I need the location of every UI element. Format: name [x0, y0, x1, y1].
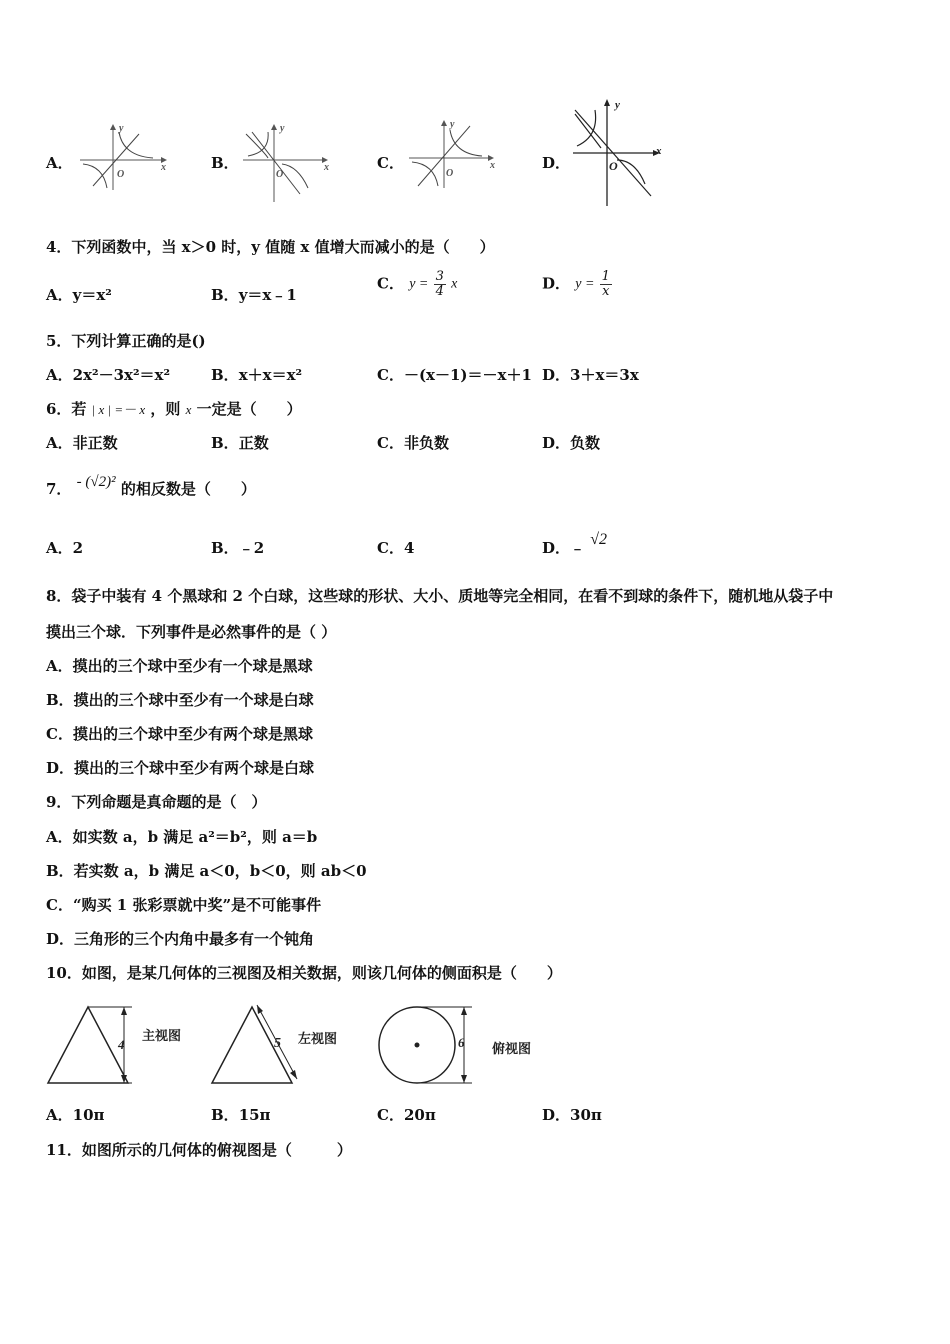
formula-lhs: y = — [575, 276, 595, 292]
q8-option-d[interactable]: D．摸出的三个球中至少有两个球是白球 — [46, 759, 315, 777]
option-text: 4 — [403, 539, 415, 557]
q3-option-d-label[interactable]: D． — [542, 154, 571, 172]
svg-text:O: O — [609, 159, 618, 173]
q9-stem: 9．下列命题是真命题的是（ ） — [46, 793, 267, 811]
option-label: D． — [542, 434, 571, 452]
q4-option-a[interactable] — [46, 284, 112, 305]
svg-text:y: y — [280, 123, 285, 134]
svg-text:x: x — [656, 145, 662, 157]
option-text: x＋x＝x² — [238, 366, 303, 384]
q4-option-b[interactable] — [211, 284, 297, 305]
q4-stem: 4．下列函数中，当 x＞0 时，y 值随 x 值增大而减小的是（ ） — [46, 238, 495, 256]
svg-text:4: 4 — [118, 1037, 125, 1052]
option-label: C． — [377, 434, 404, 452]
formula-fraction — [434, 270, 446, 299]
q6-option-c[interactable] — [377, 432, 449, 453]
q5-option-c[interactable] — [377, 364, 532, 385]
option-text: 正数 — [238, 434, 269, 452]
q10-option-d[interactable] — [542, 1104, 602, 1125]
q9-option-b[interactable]: B．若实数 a，b 满足 a＜0，b＜0，则 ab＜0 — [46, 862, 367, 880]
svg-text:x: x — [324, 162, 329, 173]
q9-option-a[interactable]: A．如实数 a，b 满足 a²＝b²，则 a＝b — [46, 828, 318, 846]
option-label: B． — [211, 366, 239, 384]
stem-condition: | x | =－ x — [91, 402, 146, 417]
stem-expression: - (√2)² — [76, 474, 116, 490]
option-text: ﹣2 — [238, 539, 265, 557]
q6-stem — [46, 398, 302, 419]
formula-lhs: y = — [409, 276, 429, 292]
option-label: D． — [542, 1106, 571, 1124]
svg-text:y: y — [615, 99, 620, 111]
q6-option-b[interactable] — [211, 432, 269, 453]
stem-middle: ，则 — [150, 400, 181, 418]
q4-option-d[interactable] — [542, 270, 612, 299]
option-label: B． — [211, 539, 239, 557]
option-text: 2x²－3x²＝x² — [72, 366, 171, 384]
option-text: －(x－1)＝－x＋1 — [403, 366, 532, 384]
option-label: D． — [542, 274, 571, 293]
q10-option-c[interactable] — [377, 1104, 436, 1125]
q7-stem — [46, 474, 256, 499]
stem-prefix: 6．若 — [46, 400, 87, 418]
formula-variable: x — [451, 276, 458, 292]
svg-text:俯视图: 俯视图 — [492, 1041, 532, 1056]
option-label: C． — [377, 366, 404, 384]
svg-text:主视图: 主视图 — [142, 1028, 182, 1043]
option-text: 2 — [72, 539, 84, 557]
q6-option-d[interactable] — [542, 432, 600, 453]
q7-option-d[interactable] — [542, 531, 608, 558]
q3-option-b-graph[interactable] — [238, 120, 338, 205]
option-label: A． — [46, 434, 73, 452]
option-label: D． — [542, 366, 571, 384]
q8-option-a[interactable]: A．摸出的三个球中至少有一个球是黑球 — [46, 657, 313, 675]
formula-fraction — [600, 270, 612, 299]
q5-stem: 5．下列计算正确的是() — [46, 332, 206, 350]
q4-option-c[interactable] — [377, 270, 457, 299]
option-label: C． — [377, 274, 404, 293]
q3-option-d-graph[interactable] — [565, 96, 670, 208]
q8-option-b[interactable]: B．摸出的三个球中至少有一个球是白球 — [46, 691, 314, 709]
q9-option-c[interactable]: C．“购买 1 张彩票就中奖”是不可能事件 — [46, 896, 322, 914]
option-text: 30π — [570, 1106, 602, 1124]
q5-option-d[interactable] — [542, 364, 639, 385]
q9-option-d[interactable]: D．三角形的三个内角中最多有一个钝角 — [46, 930, 315, 948]
stem-suffix: 一定是（ ） — [196, 400, 302, 418]
svg-text:y: y — [119, 123, 124, 134]
stem-number: 7． — [46, 480, 72, 498]
svg-text:左视图: 左视图 — [298, 1031, 338, 1046]
stem-text: 的相反数是（ ） — [120, 480, 256, 498]
option-label: C． — [377, 539, 404, 557]
option-text: 10π — [72, 1106, 105, 1124]
svg-text:x: x — [490, 160, 495, 171]
option-label: A． — [46, 1106, 73, 1124]
q10-option-b[interactable] — [211, 1104, 271, 1125]
option-text: 20π — [403, 1106, 436, 1124]
svg-text:O: O — [117, 169, 125, 180]
fraction-numerator: 3 — [435, 269, 444, 284]
svg-text:y: y — [450, 119, 455, 130]
fraction-denominator: 4 — [435, 284, 444, 299]
option-label: A． — [46, 286, 73, 304]
q8-option-c[interactable]: C．摸出的三个球中至少有两个球是黑球 — [46, 725, 313, 743]
q5-option-b[interactable] — [211, 364, 302, 385]
option-text: y＝x² — [72, 286, 112, 304]
q7-option-a[interactable] — [46, 537, 83, 558]
stem-variable: x — [185, 402, 192, 417]
q11-stem: 11．如图所示的几何体的俯视图是（ ） — [46, 1141, 352, 1159]
q3-option-a-label[interactable]: A． — [46, 154, 73, 172]
option-text: 负数 — [570, 434, 601, 452]
option-text: 非负数 — [403, 434, 449, 452]
q10-option-a[interactable] — [46, 1104, 105, 1125]
option-label: C． — [377, 1106, 404, 1124]
q8-stem-line2: 摸出三个球．下列事件是必然事件的是（ ） — [46, 623, 337, 641]
option-label: B． — [211, 1106, 239, 1124]
option-label: D． — [542, 539, 571, 557]
front-view — [48, 1007, 181, 1083]
option-text: ﹣ — [570, 539, 586, 557]
option-label: B． — [211, 434, 239, 452]
svg-text:x: x — [161, 162, 166, 173]
q10-three-views-figure — [40, 995, 560, 1095]
option-label: A． — [46, 366, 73, 384]
q7-option-c[interactable] — [377, 537, 414, 558]
option-label: B． — [211, 286, 239, 304]
q3-option-b-label[interactable]: B． — [211, 154, 239, 172]
q5-option-a[interactable] — [46, 364, 170, 385]
q7-option-b[interactable] — [211, 537, 264, 558]
svg-text:5: 5 — [274, 1036, 281, 1051]
option-text: y＝x﹣1 — [238, 286, 297, 304]
option-text: 3＋x＝3x — [570, 366, 639, 384]
left-view — [212, 1005, 337, 1083]
top-view — [379, 1007, 531, 1083]
svg-text:O: O — [276, 169, 284, 180]
q3-option-c-graph[interactable] — [404, 116, 504, 191]
option-text: 15π — [238, 1106, 271, 1124]
option-text: 非正数 — [72, 434, 118, 452]
svg-text:6: 6 — [458, 1035, 465, 1050]
q3-option-c-label[interactable]: C． — [377, 154, 404, 172]
fraction-denominator: x — [602, 284, 610, 299]
q8-stem-line1: 8．袋子中装有 4 个黑球和 2 个白球，这些球的形状、大小、质地等完全相同，在看不到球的条件下，随机地从袋子中 — [46, 587, 834, 605]
svg-text:O: O — [446, 168, 454, 179]
option-radical: √2 — [590, 531, 608, 548]
q10-stem: 10．如图，是某几何体的三视图及相关数据，则该几何体的侧面积是（ ） — [46, 964, 562, 982]
fraction-numerator: 1 — [601, 269, 610, 284]
q6-option-a[interactable] — [46, 432, 118, 453]
option-label: A． — [46, 539, 73, 557]
q3-option-a-graph[interactable] — [75, 120, 175, 195]
